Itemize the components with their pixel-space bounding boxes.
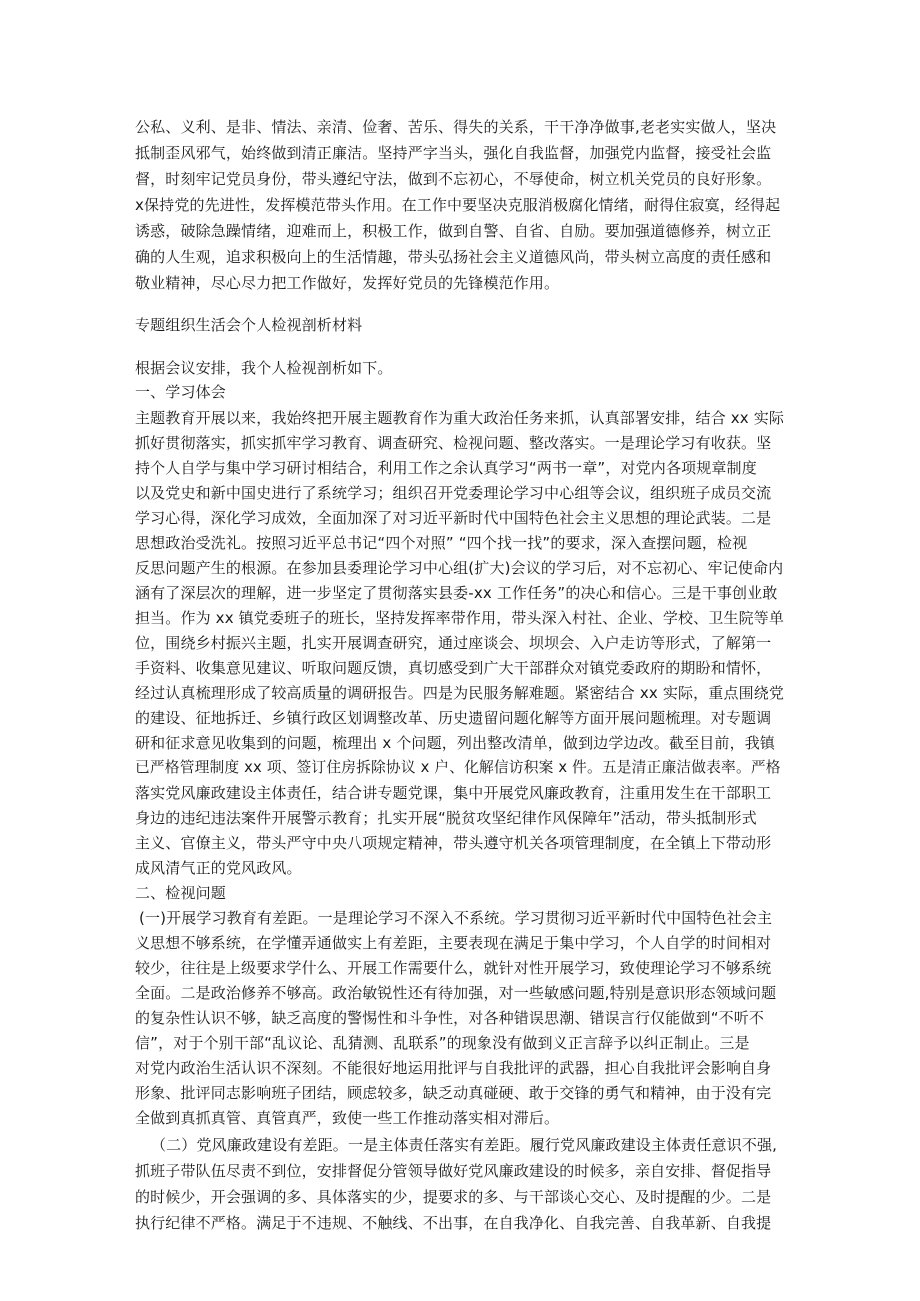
- paragraph-line: 敬业精神，尽心尽力把工作做好，发挥好党员的先锋模范作用。: [135, 274, 560, 292]
- paragraph-line: 抓好贯彻落实，抓实抓牢学习教育、调查研究、检视问题、整改落实。一是理论学习有收获。坚: [135, 434, 772, 452]
- paragraph-line: 的建设、征地拆迁、乡镇行政区划调整改革、历史遗留问题化解等方面开展问题梳理。对专题调: [135, 709, 772, 727]
- paragraph-line: 对党内政治生活认识不深刻。不能很好地运用批评与自我批评的武器，担心自我批评会影响自身: [135, 1059, 772, 1077]
- paragraph-line: 研和征求意见收集到的问题，梳理出 x 个问题，列出整改清单，做到边学边改。截至目前，我镇: [135, 734, 776, 752]
- paragraph-line: 经过认真梳理形成了较高质量的调研报告。四是为民服务解难题。紧密结合 xx 实际，重点围绕党: [135, 684, 785, 702]
- paragraph-line: 的复杂性认识不够，缺乏高度的警惕性和斗争性，对各种错误思潮、错误言行仅能做到“不听不: [135, 1009, 765, 1027]
- paragraph-line: （二）党风廉政建设有差距。一是主体责任落实有差距。履行党风廉政建设主体责任意识不强,: [151, 1136, 778, 1154]
- paragraph-line: 已严格管理制度 xx 项、签订住房拆除协议 x 户、化解信访积案 x 件。五是清正廉洁做表率。严格: [135, 759, 781, 776]
- paragraph-line: 涵有了深层次的理解，进一步坚定了贯彻落实县委-xx 工作任务”的决心和信心。三是干事创业敢: [135, 584, 778, 602]
- paragraph-line: 的时候少，开会强调的多、具体落实的少，提要求的多、与干部谈心交心、及时提醒的少。二是: [135, 1188, 772, 1206]
- paragraph-line: 诱惑，破除急躁情绪，迎难而上，积极工作，做到自警、自省、自励。要加强道德修养，树立正: [135, 222, 772, 240]
- paragraph-line: 主题教育开展以来，我始终把开展主题教育作为重大政治任务来抓，认真部署安排，结合 xx 实际: [135, 409, 785, 427]
- paragraph-line: 位，围绕乡村振兴主题，扎实开展调查研究，通过座谈会、坝坝会、入户走访等形式，了解第一: [135, 634, 772, 652]
- paragraph-line: 抵制歪风邪气，始终做到清正廉洁。坚持严字当头，强化自我监督，加强党内监督，接受社会监: [135, 144, 772, 162]
- paragraph-line: 身边的违纪违法案件开展警示教育；扎实开展“脱贫攻坚纪律作风保障年”活动，带头抵制形式: [135, 809, 757, 827]
- paragraph-line: 手资料、收集意见建议、听取问题反馈，真切感受到广大干部群众对镇党委政府的期盼和情怀，: [135, 659, 772, 677]
- paragraph-line: 信”，对于个别干部“乱议论、乱猜测、乱联系”的现象没有做到义正言辞予以纠正制止。三是: [135, 1034, 750, 1052]
- paragraph-line: 执行纪律不严格。满足于不违规、不触线、不出事，在自我净化、自我完善、自我革新、自我提: [135, 1214, 772, 1232]
- paragraph-line: 落实党风廉政建设主体责任，结合讲专题党课，集中开展党风廉政教育，注重用发生在干部职工: [135, 784, 772, 802]
- paragraph-line: 抓班子带队伍尽责不到位，安排督促分管领导做好党风廉政建设的时候多，亲自安排、督促指导: [135, 1162, 772, 1180]
- paragraph-line: 思想政治受洗礼。按照习近平总书记“四个对照” “四个找一找”的要求，深入查摆问题，检视: [135, 534, 748, 552]
- paragraph-line: 义思想不够系统，在学懂弄通做实上有差距，主要表现在满足于集中学习，个人自学的时间相对: [135, 934, 772, 952]
- paragraph-line: 确的人生观，追求积极向上的生活情趣，带头弘扬社会主义道德风尚，带头树立高度的责任感和: [135, 248, 772, 266]
- paragraph-line: 主义、官僚主义，带头严守中央八项规定精神，带头遵守机关各项管理制度，在全镇上下带动形: [135, 834, 772, 852]
- paragraph-line: 较少，往往是上级要求学什么、开展工作需要什么，就针对性开展学习，致使理论学习不够系统: [135, 959, 772, 977]
- paragraph-line: 形象、批评同志影响班子团结，顾虑较多，缺乏动真碰硬、敢于交锋的勇气和精神，由于没有完: [135, 1084, 772, 1102]
- paragraph-line: 持个人自学与集中学习研讨相结合，利用工作之余认真学习“两书一章”，对党内各项规章制度: [135, 459, 757, 477]
- intro-line: 根据会议安排，我个人检视剖析如下。: [135, 359, 393, 377]
- paragraph-line: 学习心得，深化学习成效，全面加深了对习近平新时代中国特色社会主义思想的理论武装。二是: [135, 509, 772, 527]
- section-heading-learning: 一、学习体会: [135, 383, 226, 401]
- document-title: 专题组织生活会个人检视剖析材料: [135, 316, 363, 334]
- paragraph-line: x保持党的先进性，发挥模范带头作用。在工作中要坚决克服消极腐化情绪，耐得住寂寞，经得起: [135, 196, 781, 214]
- section-heading-problems: 二、检视问题: [135, 884, 226, 902]
- paragraph-line: (一)开展学习教育有差距。一是理论学习不深入不系统。学习贯彻习近平新时代中国特色社会主: [139, 909, 773, 927]
- paragraph-line: 反思问题产生的根源。在参加县委理论学习中心组(扩大)会议的学习后，对不忘初心、牢记使命内: [135, 559, 784, 577]
- paragraph-line: 以及党史和新中国史进行了系统学习；组织召开党委理论学习中心组等会议，组织班子成员交流: [135, 484, 772, 502]
- paragraph-line: 成风清气正的党风政风。: [135, 859, 302, 877]
- paragraph-line: 担当。作为 xx 镇党委班子的班长，坚持发挥率带作用，带头深入村社、企业、学校、卫生院等单: [135, 609, 785, 627]
- paragraph-line: 督，时刻牢记党员身份，带头遵纪守法，做到不忘初心，不辱使命，树立机关党员的良好形象。: [135, 170, 772, 188]
- paragraph-line: 全面。二是政治修养不够高。政治敏锐性还有待加强，对一些敏感问题,特别是意识形态领域问题: [135, 984, 777, 1002]
- paragraph-line: 全做到真抓真管、真管真严，致使一些工作推动落实相对滞后。: [135, 1109, 560, 1127]
- paragraph-line: 公私、义利、是非、情法、亲清、俭奢、苦乐、得失的关系，干干净净做事,老老实实做人，坚决: [135, 118, 777, 136]
